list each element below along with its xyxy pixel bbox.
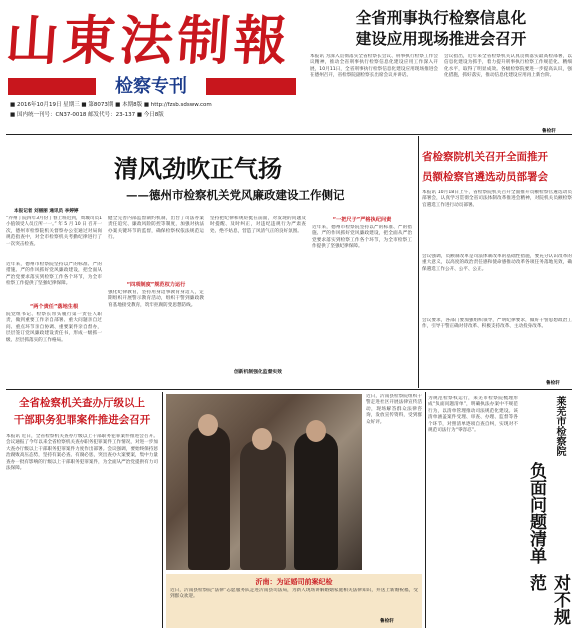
vertical-headline-tail: 对不规范 (526, 574, 570, 625)
masthead-info-2: ■ 国内统一刊号：CN37-0018 邮发代号：23-137 ■ 今日8版 (10, 112, 164, 118)
masthead-info-1: ■ 2016年10月19日 星期三 ■ 第8073期 ■ 本期8版 ■ http://fzsb.sdsww.com (10, 102, 212, 108)
photo-block (166, 394, 422, 628)
lead-body-2: 近年来，德州市检察院坚持以严的标准、严的措施、严的作风抓好党风廉政建设，把全面从严治党要求落实到检察工作各个环节，为全市检察工作提供了坚强纪律保障。 (6, 262, 102, 287)
article-bottom-right (428, 392, 574, 628)
article-top-right (310, 4, 572, 134)
article-right-body-2: 会议强调，员额制改革是司法体制改革的基础性措施，要充分认识改革的重大意义，以高度的政治责任感和使命感推动改革各项任务落地见效，确保遴选工作公开、公平、公正。 (422, 254, 572, 272)
divider (418, 136, 419, 388)
photo-figure (306, 420, 326, 442)
photo-figure (188, 426, 230, 570)
article-right-headline-1: 省检察院机关召开全面推开 (422, 151, 548, 163)
article-right-author: 鲁检轩 (546, 381, 560, 386)
lead-editor: 创新机制强化监督实效 (234, 370, 282, 375)
article-bottom-left-headline-1: 全省检察机关查办厅级以上 (19, 397, 145, 409)
photo-credit: 鲁检轩 (380, 619, 394, 624)
photo-figure (240, 440, 286, 570)
divider (6, 389, 572, 390)
news-photo (166, 394, 362, 570)
lead-subheadline: ——德州市检察机关党风廉政建设工作侧记 (126, 188, 345, 202)
lead-byline: 本报记者 刘丽丽 通讯员 李婷婷 (14, 209, 79, 214)
article-bottom-left-body: 本报讯 近日，全省检察机关查办厅级以上干部职务犯罪案件推进会召开。会议通报了今年以来全省检察机关查办职务犯罪案件工作情况，对进一步加大查办厅级以上干部职务犯罪案件力度作出部署。会议强调，要始终保持惩治腐败高压态势，坚持有案必查、有腐必惩，突出查办大案要案，集中力量查办一批有影响的厅级以上干部职务犯罪案件，为全面从严治党提供有力司法保障。 (6, 434, 158, 472)
vertical-side-label: 莱芜市检察院 (554, 396, 565, 456)
lead-subhead-3: “一把尺子”严格执纪问责 (332, 217, 392, 223)
divider (162, 392, 163, 628)
lead-subhead-2: “四项制度”规范权力运行 (126, 282, 186, 288)
photo-caption-title: 沂南：为证婚司前案纪检 (255, 578, 333, 586)
article-top-right-headline-1: 全省刑事执行检察信息化 (355, 8, 527, 27)
lead-body-4: 健全完善内部监督制约机制，出台了司法办案责任追究、廉政风险防控等制度，加强对执法办案关键环节的监督，确保检察权依法规范运行。 (108, 216, 204, 241)
article-top-right-author: 鲁检轩 (542, 129, 556, 134)
article-right (422, 138, 572, 388)
lead-headline: 清风劲吹正气扬 (114, 154, 282, 183)
article-right-headline-2: 员额检察官遴选动员部署会 (422, 171, 548, 183)
article-top-right-body-2: 会议指出，近年来全省检察机关认真贯彻落实最高检部署，以信息化建设为抓手，着力提升刑事执行检察工作规范化、精细化水平，取得了明显成效。各级检察院要进一步提高认识，强化措施，抓好落实，推动信息化建设应用再上新台阶。 (444, 54, 572, 79)
photo-caption-text: 近日，沂南县检察院“法律”志愿服务队走进沂南县司法局，为新人现场讲解婚姻家庭相关法律知识，并送上新婚祝福，受到群众欢迎。 (170, 588, 418, 600)
lead-body-3: 院党组书记、检察长带头履行第一责任人职责，做到重要工作亲自部署、重大问题亲自过问、重点环节亲自协调、重要案件亲自督办，层层签订党风廉政建设责任书，形成一级抓一级、层层抓落实的工作格局。 (6, 312, 102, 343)
article-bottom-left-headline-2: 干部职务犯罪案件推进会召开 (13, 414, 151, 426)
divider (6, 134, 572, 135)
masthead (0, 0, 302, 122)
article-top-right-headline-2: 建设应用现场推进会召开 (355, 29, 527, 48)
lead-body-6: 坚持把纪律和规矩挺在前面，对发现的问题及时提醒、及时纠正，对违纪违规行为严肃查处、绝不姑息，营造了风清气正的良好氛围。 (210, 216, 306, 234)
lead-body-1: “乔州丁院四年3月份丁春上班迟到，周城司员1小值领受人员丘所一一。” 年 5 月 10 日 召开一次，德州市检察院机关督察办公室通过对局岗规范指查中，对全市检察机关考勤纪律进行了一次突击检查。 (6, 216, 102, 247)
article-bottom-right-body: 为规范检察权运行，莱芜市检察院梳理形成“负面问题清单”，明确执法办案中不规范行为，以清单管理推动司法规范化建设。该清单涵盖案件受理、审查、办理、监督等各个环节，对照清单逐项自查自纠，实现对不规范司法行为“零容忍”。 (428, 396, 518, 434)
article-right-body-3: 会议要求，各部门要加强组织领导，严明纪律要求，做好干警思想政治工作，引导干警正确对待改革、积极支持改革、主动投身改革。 (422, 318, 572, 330)
photo-caption (166, 574, 422, 628)
photo-side-text: 近日，沂南县检察院组织干警走进社区开展法律宣传活动，现场解答群众法律咨询，发放宣传资料，受到群众好评。 (366, 394, 422, 425)
photo-figure (294, 432, 338, 570)
lead-story (6, 138, 414, 386)
article-top-right-body-1: 本报讯 为深入贯彻落实全省检察长会议、刑事执行检察工作会议精神，推动全省刑事执行检察信息化建设应用工作深入开展，10月11日，全省刑事执行检察信息化建设应用现场推进会在德州召开，省检察院副检察长出席会议并讲话。 (310, 54, 438, 79)
divider (425, 392, 426, 628)
photo-figure (198, 414, 218, 436)
lead-body-5: 强化纪律教育，坚持用身边事教育身边人，定期组织开展警示教育活动，组织干警到廉政教育基地接受教育，筑牢拒腐防变思想防线。 (108, 290, 204, 308)
photo-figure (252, 428, 272, 450)
article-right-body-1: 本报讯 10月18日上午，省检察院机关召开全面推开员额检察官遴选动员部署会，认真学习贯彻全省司法体制改革推进会精神，对院机关员额检察官遴选工作进行动员部署。 (422, 190, 572, 208)
lead-subhead-1: “两个责任”落地生根 (29, 304, 79, 310)
edition-label: 检察专刊 (96, 76, 206, 97)
lead-body-7: 近年来，德州市检察院坚持以严的标准、严的措施、严的作风抓好党风廉政建设，把全面从严治党要求落实到检察工作各个环节，为全市检察工作提供了坚强纪律保障。 (312, 225, 412, 250)
paper-name: 山東法制報 (3, 10, 294, 72)
vertical-headline: 负面问题清单 (526, 462, 546, 564)
article-bottom-left (6, 392, 158, 628)
